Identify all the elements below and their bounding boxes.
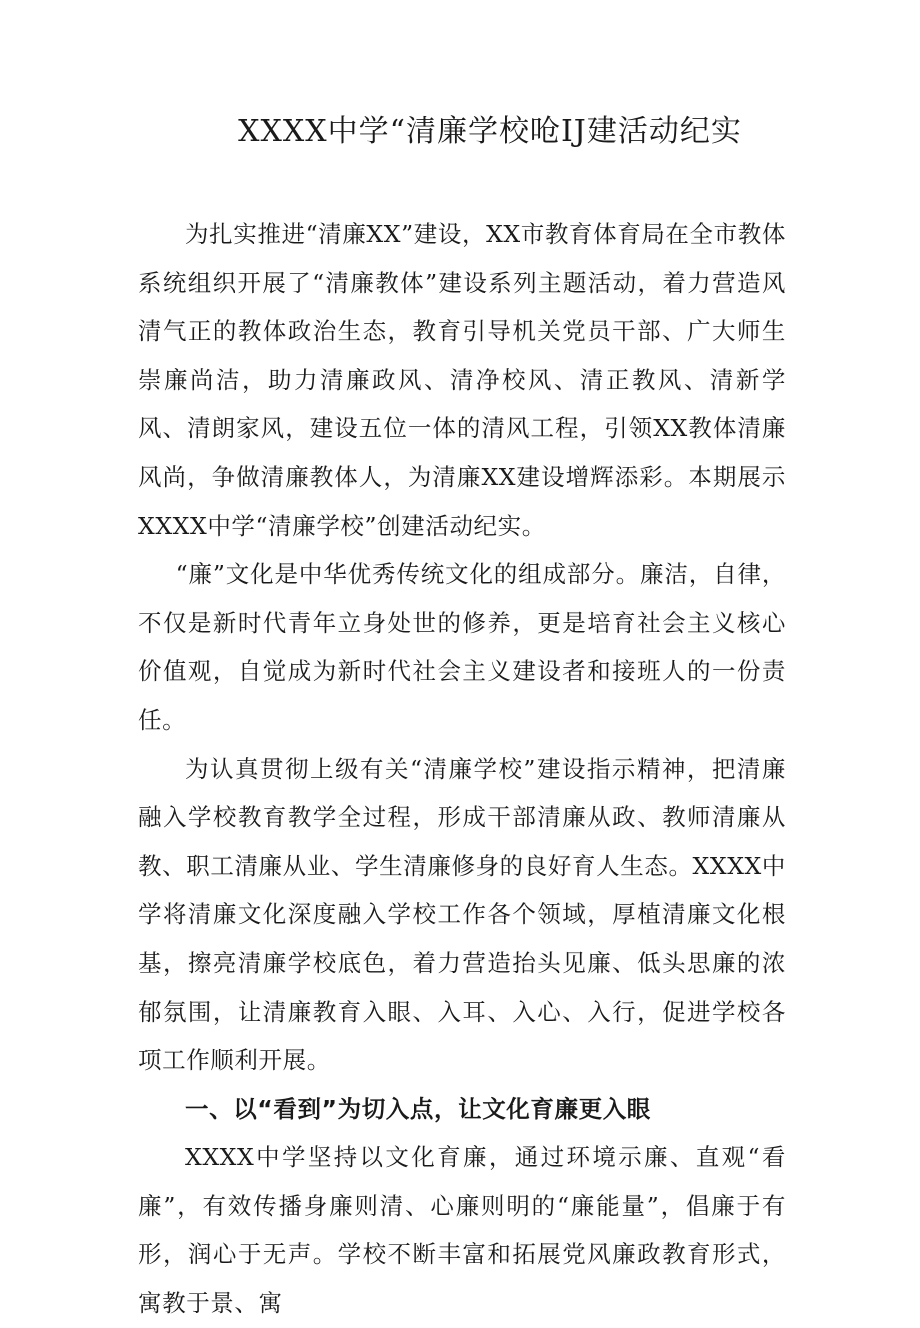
document-title: XXXX中学“清廉学校呛IJ建活动纪实 bbox=[238, 114, 742, 149]
section-heading-1: 一、以“看到”为切入点，让文化育廉更入眼 bbox=[185, 1094, 651, 1123]
paragraph-intro: 为扎实推进“清廉XX”建设，XX市教育体育局在全市教体系统组织开展了“清廉教体”建设系列主题活动，着力营造风清气正的教体政治生态，教育引导机关党员干部、广大师生崇廉尚洁，助力清廉政风、清净校风、清正教风、清新学风、清朗家风，建设五位一体的清风工程，引领XX教体清廉风尚，争做清廉教体人，为清廉XX建设增辉添彩。本期展示XXXX中学“清廉学校”创建活动纪实。 bbox=[138, 220, 786, 540]
paragraph-section-1: XXXX中学坚持以文化育廉，通过环境示廉、直观“看廉”，有效传播身廉则清、心廉则明的“廉能量”，倡廉于有形，润心于无声。学校不断丰富和拓展党风廉政教育形式，寓教于景、寓 bbox=[138, 1143, 786, 1318]
document-body bbox=[138, 210, 786, 1328]
paragraph-lian-culture: “廉”文化是中华优秀传统文化的组成部分。廉洁，自律，不仅是新时代青年立身处世的修养，更是培育社会主义核心价值观，自觉成为新时代社会主义建设者和接班人的一份责任。 bbox=[138, 560, 786, 734]
paragraph-implementation: 为认真贯彻上级有关“清廉学校”建设指示精神，把清廉融入学校教育教学全过程，形成干部清廉从政、教师清廉从教、职工清廉从业、学生清廉修身的良好育人生态。XXXX中学将清廉文化深度融入学校工作各个领域，厚植清廉文化根基，擦亮清廉学校底色，着力营造抬头见廉、低头思廉的浓郁氛围，让清廉教育入眼、入耳、入心、入行，促进学校各项工作顺利开展。 bbox=[138, 754, 786, 1075]
